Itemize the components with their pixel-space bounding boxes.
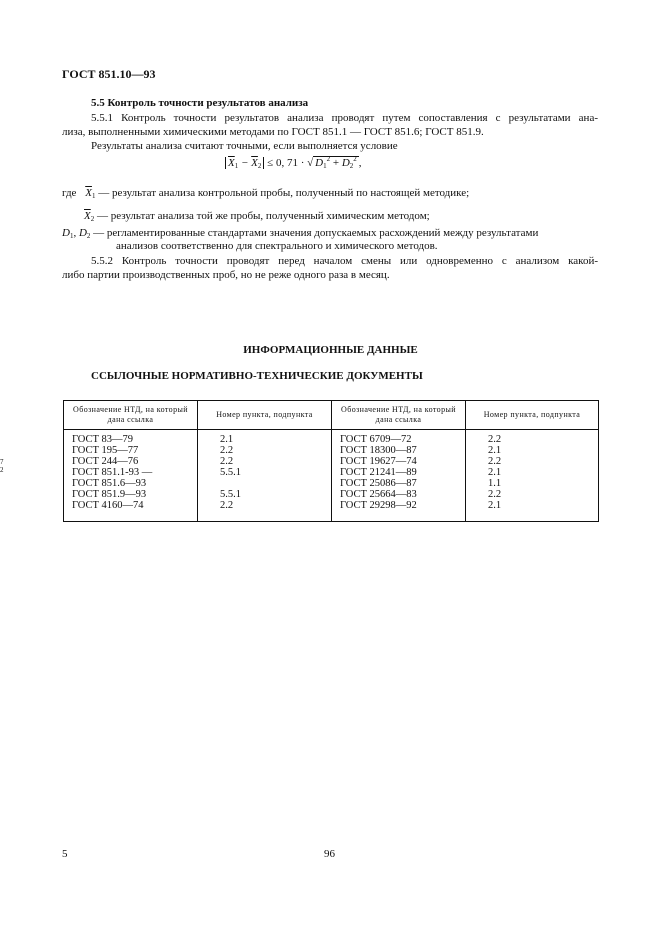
- list-item: 2.2: [220, 500, 234, 511]
- list-item: ГОСТ 83—79: [72, 434, 134, 445]
- paragraph-5-5-2-line1: 5.5.2 Контроль точности проводят перед началом смены или одновременно с анализом какой-: [91, 255, 598, 267]
- list-item: 2.1: [488, 500, 502, 511]
- list-item: 1.1: [488, 478, 502, 489]
- list-item: ГОСТ 29298—92: [340, 500, 417, 511]
- paragraph-5-5-1-line1: 5.5.1 Контроль точности результатов анализа проводят путем сопоставления с результатами ана-: [91, 112, 598, 124]
- list-item: ГОСТ 6709—72: [340, 434, 412, 445]
- list-item: ГОСТ 851.6—93: [72, 478, 147, 489]
- list-item: 5.5.1: [220, 467, 241, 478]
- footer-left-number: 5: [62, 848, 68, 860]
- list-item: 2.2: [488, 489, 502, 500]
- list-item: ГОСТ 25664—83: [340, 489, 417, 500]
- references-table: [63, 400, 599, 522]
- list-item: ГОСТ 244—76: [72, 456, 139, 467]
- margin-mark: 7 2: [0, 458, 4, 474]
- table-row: [64, 430, 599, 522]
- list-item: 2.1: [488, 467, 502, 478]
- list-item: ГОСТ 19627—74: [340, 456, 417, 467]
- left-doc-column: [64, 430, 198, 522]
- header-doc-left: Обозначение НТД, на который дана ссылка: [64, 401, 198, 430]
- accuracy-formula: $\overline{X}_1 - \overline{X}_2 \le 0$, 71 · √ $D_1^2 + D_2^2$ ,: [225, 155, 362, 170]
- paragraph-condition: Результаты анализа считают точными, если выполняется условие: [91, 140, 398, 152]
- header-doc-right: Обозначение НТД, на который дана ссылка: [332, 401, 466, 430]
- left-item-column: [198, 430, 332, 522]
- list-item: [220, 478, 323, 489]
- list-item: ГОСТ 21241—89: [340, 467, 417, 478]
- list-item: 2.2: [220, 445, 234, 456]
- header-item-right: Номер пункта, подпункта: [466, 401, 599, 430]
- info-data-heading: ИНФОРМАЦИОННЫЕ ДАННЫЕ: [243, 344, 418, 356]
- list-item: 2.2: [488, 456, 502, 467]
- list-item: ГОСТ 851.1-93 —: [72, 467, 153, 478]
- references-heading: ССЫЛОЧНЫЕ НОРМАТИВНО-ТЕХНИЧЕСКИЕ ДОКУМЕНТЫ: [91, 370, 423, 382]
- list-item: ГОСТ 18300—87: [340, 445, 417, 456]
- definition-x2: $\overline{X}_2$ — результат анализа той же пробы, полученный химическим методом;: [84, 210, 430, 223]
- list-item: 2.1: [220, 434, 234, 445]
- standard-number: ГОСТ 851.10—93: [62, 67, 156, 81]
- section-title: 5.5 Контроль точности результатов анализа: [91, 97, 309, 109]
- list-item: ГОСТ 25086—87: [340, 478, 417, 489]
- table-header-row: [64, 401, 599, 430]
- header-item-left: Номер пункта, подпункта: [198, 401, 332, 430]
- right-item-column: [466, 430, 599, 522]
- sqrt-radicand: $D_1^2 + D_2^2$: [315, 155, 357, 170]
- definition-d1-d2: $D_1$, $D_2$ — регламентированные стандартами значения допускаемых расхождений между результатами: [62, 227, 539, 240]
- paragraph-5-5-1-line2: лиза, выполненными химическими методами по ГОСТ 851.1 — ГОСТ 851.6; ГОСТ 851.9.: [62, 126, 484, 138]
- list-item: ГОСТ 4160—74: [72, 500, 144, 511]
- right-doc-column: [332, 430, 466, 522]
- list-item: 5.5.1: [220, 489, 241, 500]
- list-item: ГОСТ 851.9—93: [72, 489, 147, 500]
- list-item: 2.2: [220, 456, 234, 467]
- definition-x1: где $\overline{X}_1$ — результат анализа контрольной пробы, полученный по настоящей методике;: [62, 187, 470, 200]
- paragraph-5-5-2-line2: либо партии производственных проб, но не реже одного раза в месяц.: [62, 269, 390, 281]
- page-number: 96: [324, 848, 335, 860]
- list-item: 2.1: [488, 445, 502, 456]
- list-item: ГОСТ 195—77: [72, 445, 139, 456]
- definition-d1-d2-cont: анализов соответственно для спектрального и химического методов.: [116, 240, 438, 252]
- list-item: 2.2: [488, 434, 502, 445]
- absolute-value-bars: $\overline{X}_1 - \overline{X}_2$: [225, 157, 264, 169]
